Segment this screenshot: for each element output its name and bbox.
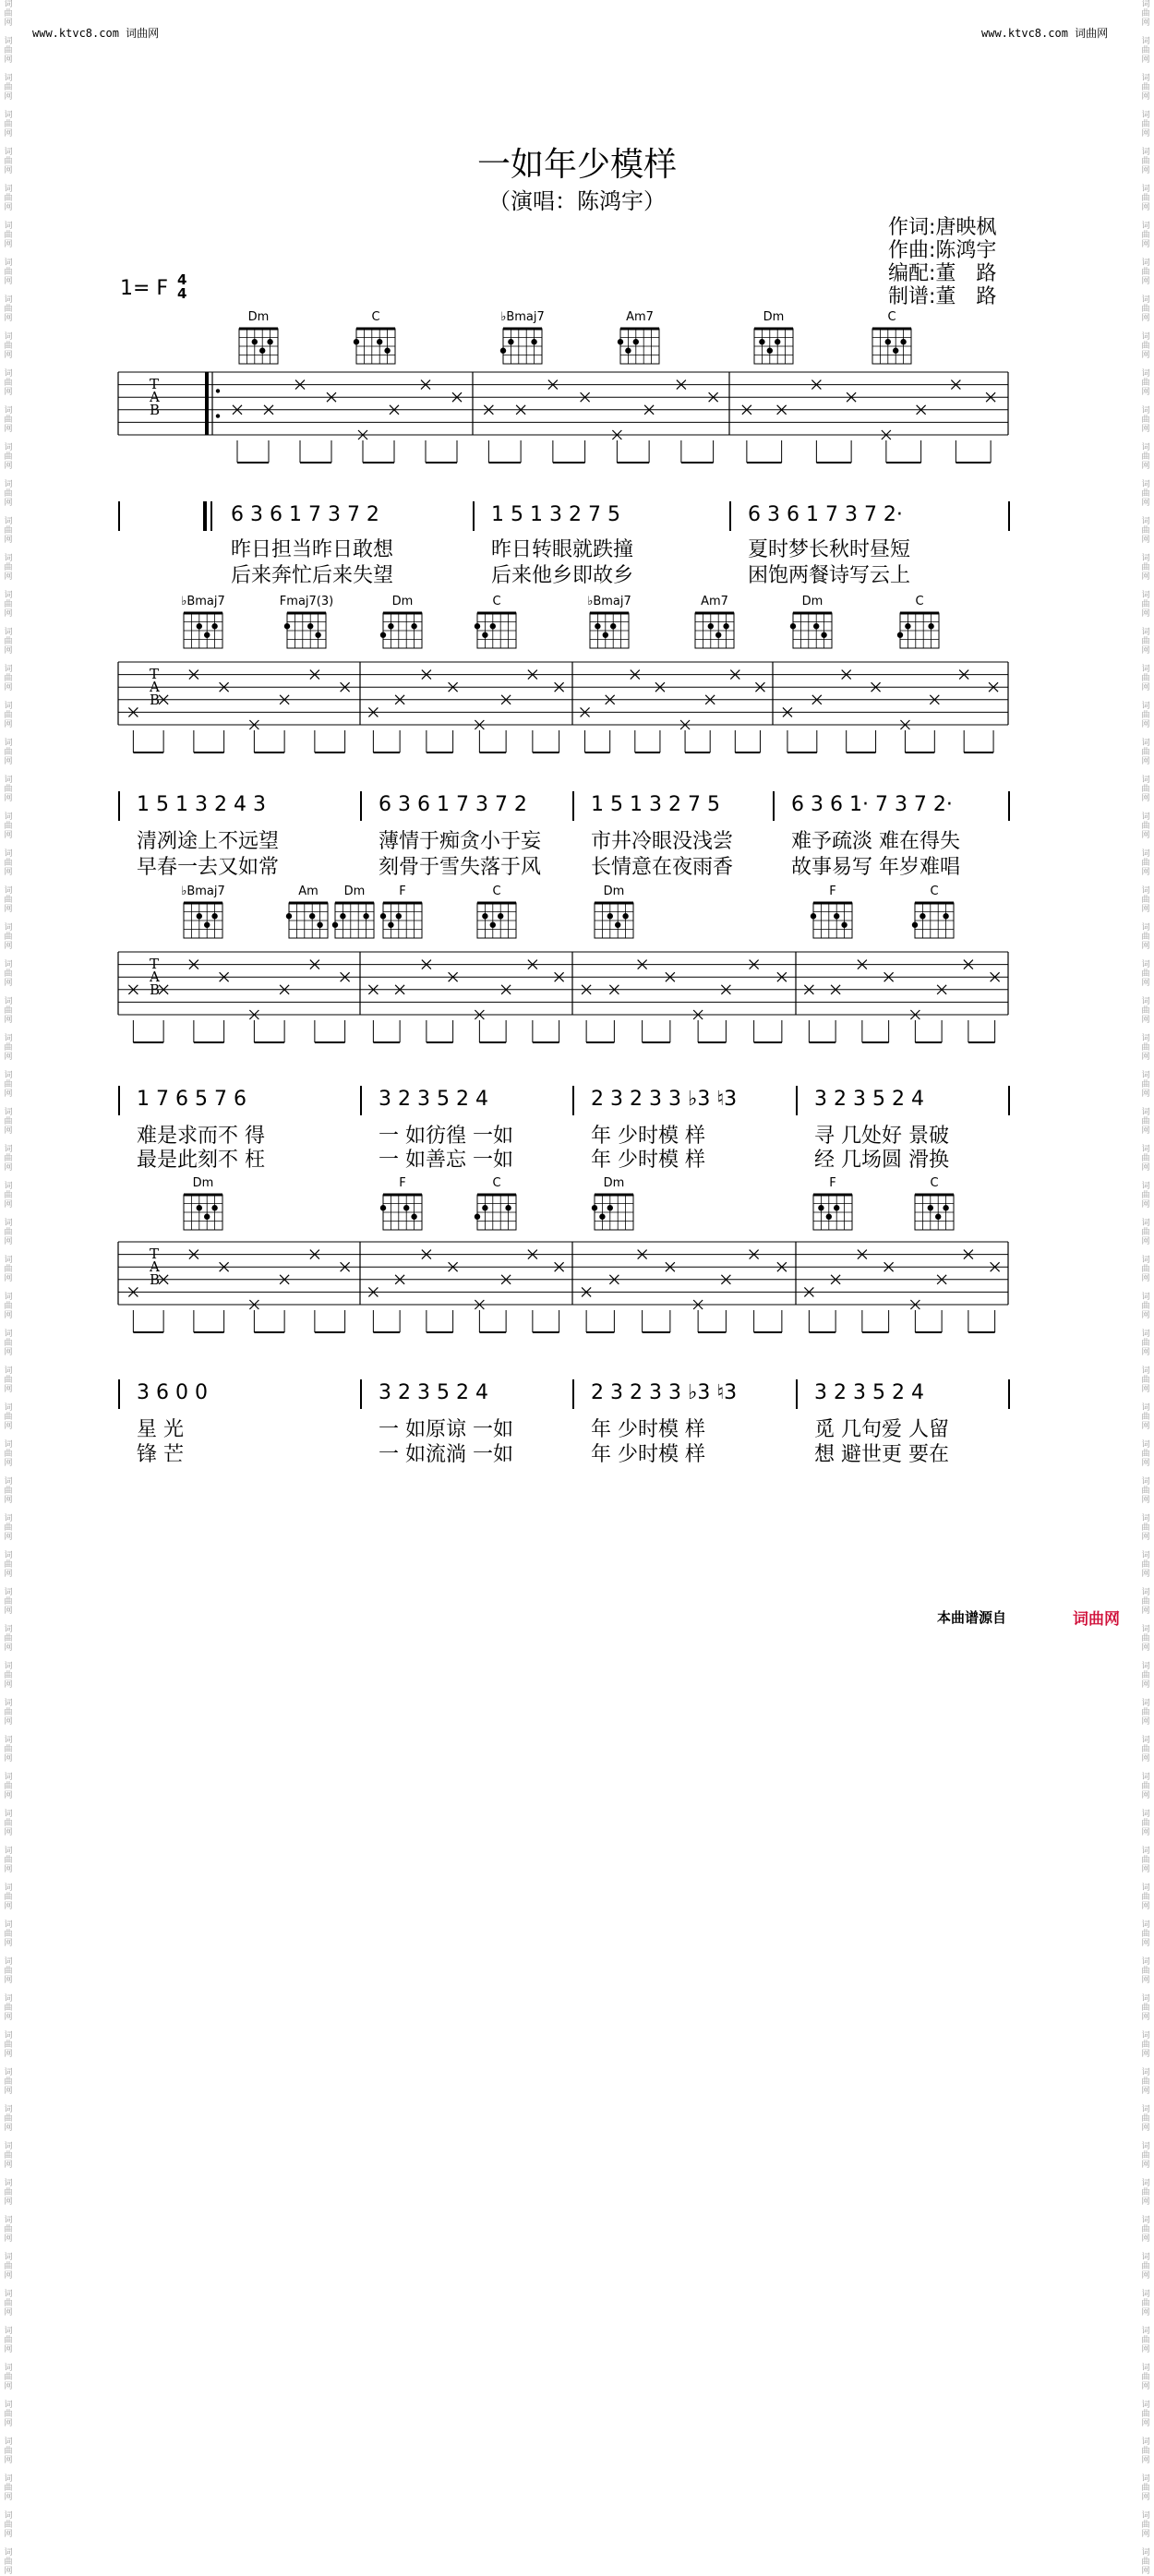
chord-dot-2-4-1 [490,922,496,928]
chord-dot-3-1-1 [411,1214,416,1220]
lyric-verse-2: 早春一去又如常 [137,856,280,879]
chord-dot-2-4-0 [482,913,487,919]
chord-dot-1-7-0 [928,623,933,629]
credit-composer: 作曲:陈鸿宇 [888,239,997,262]
chord-dot-3-0-1 [204,1214,210,1220]
chord-dot-1-3-1 [482,632,487,638]
lyric-verse-2: 锋 芒 [137,1443,184,1466]
tab-letter-a: A [150,1258,160,1275]
chord-dot-0-1-1 [384,348,390,354]
jianpu-notes: 6 3 6 1· 7 3 7 2· [791,793,953,816]
chord-dot-1-6-2 [790,623,796,629]
jianpu-notes: 6 3 6 1 7 3 7 2 [231,503,379,526]
chord-dot-3-3-0 [592,1205,597,1210]
song-title: 一如年少模样 [476,146,677,184]
chord-dot-3-5-2 [943,1205,948,1210]
chord-dot-2-7-1 [912,922,918,928]
chord-dot-0-4-1 [767,348,773,354]
chord-dot-2-3-1 [388,922,393,928]
jianpu-notes: 3 2 3 5 2 4 [814,1381,924,1404]
chord-dot-2-3-2 [396,913,402,919]
jianpu-notes: 1 5 1 3 2 7 5 [491,503,620,526]
credit-arranger: 编配:董 路 [888,262,997,285]
chord-name: Dm [247,310,270,324]
lyric-verse-2: 最是此刻不 枉 [137,1149,265,1172]
lyric-verse-1: 难是求而不 得 [137,1125,265,1148]
chord-dot-1-3-2 [490,623,496,629]
chord-dot-0-3-1 [625,348,631,354]
chord-dot-1-7-1 [897,632,903,638]
chord-dot-3-4-0 [818,1205,823,1210]
jianpu-notes: 2 3 2 3 3 ♭3 ♮3 [591,1088,738,1111]
lyric-verse-1: 一 如原谅 一如 [379,1418,513,1441]
chord-name: ♭Bmaj7 [181,595,225,608]
chord-name: Am7 [701,595,728,608]
chord-dot-1-0-1 [204,632,210,638]
watermark-left: www.ktvc8.com 词曲网 [32,27,160,40]
chord-name: C [492,595,501,608]
chord-dot-1-1-2 [284,623,290,629]
chord-name: C [930,885,939,898]
tab-letter-t: T [150,1245,160,1262]
lyric-verse-2: 一 如善忘 一如 [379,1149,513,1172]
chord-dot-1-5-2 [723,623,728,629]
chord-dot-3-3-2 [607,1205,613,1210]
tab-letter-a: A [150,388,160,405]
chord-dot-1-5-1 [715,632,721,638]
chord-dot-3-3-1 [599,1214,605,1220]
credit-transcriber: 制谱:董 路 [888,285,997,308]
chord-name: ♭Bmaj7 [181,885,225,898]
chord-dot-2-0-1 [204,922,210,928]
chord-name: F [399,885,406,898]
tab-letter-a: A [150,678,160,695]
chord-dot-3-2-1 [475,1214,480,1220]
chord-dot-2-6-1 [841,922,847,928]
lyric-verse-2: 后来他乡即故乡 [491,564,634,587]
chord-dot-1-6-1 [821,632,826,638]
tab-letter-b: B [150,981,161,998]
lyric-verse-1: 寻 几处好 景破 [814,1125,949,1148]
chord-dot-0-2-0 [531,339,536,344]
chord-dot-2-7-0 [943,913,948,919]
lyric-verse-1: 年 少时模 样 [591,1125,705,1148]
watermark-strip-right: 词 曲 网 词 曲 网 词 曲 网 词 曲 网 词 曲 网 词 曲 网 词 曲 网 词 曲 网 词 曲 网 词 曲 网 词 曲 网 词 曲 网 词 曲 网 词 曲 网 词 曲 网 词 曲 网 词 曲 网 词 曲 网 词 曲 网 词 曲 网 词 曲 网 词 曲 网 词 曲 网 词 曲 网 词 曲 网 词 曲 网 词 曲 网 词 曲 网 词 曲 网 词 曲 网 词 曲 网 词 曲 网 词 曲 网 词 曲 网 词 曲 网 词 曲 网 词 曲 网 词 曲 网 词 曲 网 词 曲 网 词 曲 网 词 曲 网 词 曲 网 词 曲 网 词 曲 网 词 曲 网 词 曲 网 词 曲 网 词 曲 网 词 曲 网 词 曲 网 词 曲 网 词 曲 网 词 曲 网 词 曲 网 词 曲 网 词 曲 网 词 曲 网 词 曲 网 词 曲 网 词 曲 网 词 曲 网 词 曲 网 词 曲 网 词 曲 网 词 曲 网 词 曲 网 词 曲 网 词 曲 网 词 曲 网 [1141,0,1150,2576]
chord-name: C [371,310,380,324]
lyric-verse-1: 清冽途上不远望 [137,830,280,853]
chord-dot-1-2-2 [388,623,393,629]
lyric-verse-2: 经 几场圆 滑换 [814,1149,949,1172]
chord-dot-0-1-2 [354,339,359,344]
chord-name: Fmaj7(3) [279,595,334,608]
chord-dot-1-1-0 [307,623,313,629]
lyric-verse-2: 年 少时模 样 [591,1149,705,1172]
chord-name: F [399,1176,406,1190]
jianpu-notes: 1 5 1 3 2 4 3 [137,793,266,816]
chord-dot-3-4-2 [834,1205,839,1210]
chord-dot-0-5-2 [900,339,906,344]
chord-dot-1-4-2 [610,623,616,629]
chord-dot-2-5-0 [607,913,613,919]
tab-repeat-dot-b-0 [216,414,220,417]
chord-dot-1-1-1 [315,632,320,638]
key-signature: 1= F [120,277,169,300]
chord-name: F [829,885,836,898]
chord-name: C [915,595,924,608]
chord-dot-3-4-1 [826,1214,832,1220]
lyric-verse-2: 困饱两餐诗写云上 [748,564,911,587]
chord-name: ♭Bmaj7 [587,595,631,608]
chord-dot-1-6-0 [813,623,819,629]
chord-dot-0-3-0 [618,339,623,344]
jianpu-notes: 6 3 6 1 7 3 7 2· [748,503,903,526]
chord-dot-3-1-0 [403,1205,409,1210]
tab-letter-b: B [150,1270,161,1288]
song-subtitle: （演唱：陈鸿宇） [488,188,666,214]
chord-dot-0-2-2 [508,339,513,344]
chord-dot-3-2-0 [505,1205,511,1210]
lyric-verse-1: 夏时梦长秋时昼短 [748,538,911,561]
chord-name: C [930,1176,939,1190]
chord-dot-2-2-2 [340,913,345,919]
lyric-verse-1: 一 如彷徨 一如 [379,1125,513,1148]
chord-name: C [492,1176,501,1190]
chord-dot-0-4-0 [759,339,764,344]
chord-dot-0-3-2 [633,339,639,344]
time-signature-bottom: 4 [177,285,187,302]
chord-dot-2-1-0 [309,913,315,919]
lyric-verse-2: 一 如流淌 一如 [379,1443,513,1466]
jianpu-notes: 3 2 3 5 2 4 [814,1088,924,1111]
lyric-verse-2: 后来奔忙后来失望 [231,564,394,587]
jianpu-notes: 3 2 3 5 2 4 [379,1381,488,1404]
chord-dot-0-5-0 [885,339,891,344]
chord-dot-1-3-0 [475,623,480,629]
chord-dot-1-2-1 [380,632,386,638]
footer-source-label: 本曲谱源自 [937,1609,1007,1626]
tab-letter-t: T [150,955,160,972]
chord-name: Dm [343,885,366,898]
chord-name: Dm [391,595,414,608]
chord-name: Dm [603,885,625,898]
chord-dot-2-3-0 [380,913,386,919]
chord-dot-1-7-2 [905,623,910,629]
chord-dot-2-1-1 [317,922,322,928]
chord-name: Dm [192,1176,214,1190]
lyric-verse-1: 薄情于痴贪小于妄 [379,830,542,853]
jianpu-notes: 6 3 6 1 7 3 7 2 [379,793,527,816]
time-signature-top: 4 [177,271,187,288]
chord-name: Dm [801,595,823,608]
jianpu-notes: 1 7 6 5 7 6 [137,1088,246,1111]
lyric-verse-1: 觅 几句爱 人留 [814,1418,949,1441]
tab-letter-t: T [150,375,160,392]
tab-letter-b: B [150,691,161,708]
chord-name: Dm [763,310,785,324]
chord-dot-2-7-2 [920,913,925,919]
chord-dot-2-6-0 [834,913,839,919]
jianpu-notes: 3 6 0 0 [137,1381,208,1404]
chord-dot-0-2-1 [500,348,506,354]
chord-dot-0-1-0 [377,339,382,344]
chord-dot-2-4-2 [498,913,503,919]
chord-dot-1-5-0 [708,623,714,629]
chord-dot-0-4-2 [775,339,780,344]
chord-dot-3-2-2 [482,1205,487,1210]
jianpu-notes: 2 3 2 3 3 ♭3 ♮3 [591,1381,738,1404]
chord-dot-2-6-2 [811,913,816,919]
lyric-verse-2: 故事易写 年岁难唱 [791,856,960,879]
tab-letter-t: T [150,665,160,682]
chord-dot-3-0-0 [197,1205,202,1210]
chord-dot-0-0-1 [259,348,265,354]
chord-name: F [829,1176,836,1190]
chord-dot-2-0-2 [211,913,217,919]
chord-dot-0-5-1 [893,348,898,354]
chord-dot-3-5-0 [928,1205,933,1210]
watermark-right: www.ktvc8.com 词曲网 [981,27,1109,40]
lyric-verse-1: 昨日转眼就跌撞 [491,538,634,561]
lyric-verse-1: 星 光 [137,1418,184,1441]
lyric-verse-2: 刻骨于雪失落于风 [379,856,542,879]
lyric-verse-2: 年 少时模 样 [591,1443,705,1466]
chord-dot-1-4-1 [603,632,608,638]
chord-dot-1-0-2 [211,623,217,629]
chord-dot-3-5-1 [935,1214,941,1220]
chord-name: C [492,885,501,898]
chord-dot-0-0-0 [252,339,258,344]
chord-dot-2-5-1 [615,922,620,928]
watermark-strip-left: 词 曲 网 词 曲 网 词 曲 网 词 曲 网 词 曲 网 词 曲 网 词 曲 网 词 曲 网 词 曲 网 词 曲 网 词 曲 网 词 曲 网 词 曲 网 词 曲 网 词 曲 网 词 曲 网 词 曲 网 词 曲 网 词 曲 网 词 曲 网 词 曲 网 词 曲 网 词 曲 网 词 曲 网 词 曲 网 词 曲 网 词 曲 网 词 曲 网 词 曲 网 词 曲 网 词 曲 网 词 曲 网 词 曲 网 词 曲 网 词 曲 网 词 曲 网 词 曲 网 词 曲 网 词 曲 网 词 曲 网 词 曲 网 词 曲 网 词 曲 网 词 曲 网 词 曲 网 词 曲 网 词 曲 网 词 曲 网 词 曲 网 词 曲 网 词 曲 网 词 曲 网 词 曲 网 词 曲 网 词 曲 网 词 曲 网 词 曲 网 词 曲 网 词 曲 网 词 曲 网 词 曲 网 词 曲 网 词 曲 网 词 曲 网 词 曲 网 词 曲 网 词 曲 网 词 曲 网 词 曲 网 词 曲 网 [4,0,13,2576]
jianpu-notes: 1 5 1 3 2 7 5 [591,793,720,816]
lyric-verse-1: 年 少时模 样 [591,1418,705,1441]
chord-dot-2-2-0 [363,913,368,919]
chord-name: C [887,310,896,324]
chord-name: Am [298,885,319,898]
lyric-verse-1: 难予疏淡 难在得失 [791,830,960,853]
chord-dot-3-0-2 [211,1205,217,1210]
chord-dot-3-1-2 [380,1205,386,1210]
credit-lyricist: 作词:唐映枫 [888,216,997,239]
chord-name: Am7 [626,310,654,324]
chord-dot-1-0-0 [197,623,202,629]
lyric-verse-2: 想 避世更 要在 [814,1443,949,1466]
chord-name: ♭Bmaj7 [500,310,545,324]
tab-repeat-dot-a-0 [216,389,220,392]
chord-dot-1-4-0 [595,623,600,629]
jianpu-notes: 3 2 3 5 2 4 [379,1088,488,1111]
chord-dot-1-2-0 [411,623,416,629]
chord-dot-0-0-2 [267,339,272,344]
lyric-verse-2: 长情意在夜雨香 [591,856,734,879]
footer-brand: 词曲网 [1073,1610,1120,1629]
lyric-verse-1: 市井冷眼没浅尝 [591,830,734,853]
chord-dot-2-1-2 [286,913,292,919]
chord-dot-2-5-2 [622,913,628,919]
lyric-verse-1: 昨日担当昨日敢想 [231,538,394,561]
chord-dot-2-2-1 [332,922,338,928]
chord-dot-2-0-0 [197,913,202,919]
tab-letter-b: B [150,401,161,418]
chord-name: Dm [603,1176,625,1190]
tab-letter-a: A [150,968,160,985]
